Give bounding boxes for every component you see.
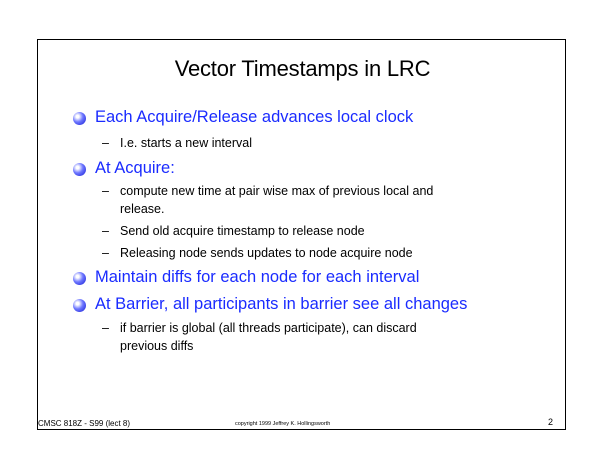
sub-item-continuation: previous diffs [120, 339, 194, 353]
dash-icon: – [102, 136, 109, 150]
sub-item: Releasing node sends updates to node acquire node [120, 246, 413, 260]
footer-course: CMSC 818Z - S99 (lect 8) [38, 419, 131, 428]
dash-icon: – [102, 224, 109, 238]
bullet-item-4: At Barrier, all participants in barrier see all changes [95, 295, 468, 313]
sub-item: I.e. starts a new interval [120, 136, 253, 150]
dash-icon: – [102, 184, 109, 198]
bullet-dot-icon [73, 272, 86, 285]
slide-title: Vector Timestamps in LRC [174, 56, 431, 81]
bullet-dot-icon [73, 112, 86, 125]
footer-copyright: copyright 1999 Jeffrey K. Hollingsworth [235, 421, 331, 427]
page-number: 2 [548, 417, 554, 427]
bullet-item-3: Maintain diffs for each node for each interval [95, 268, 420, 286]
bullet-dot-icon [73, 299, 86, 312]
bullet-item-2: At Acquire: [95, 159, 175, 177]
sub-item: Send old acquire timestamp to release node [120, 224, 365, 238]
bullet-item-1: Each Acquire/Release advances local clock [95, 108, 414, 126]
bullet-dot-icon [73, 163, 86, 176]
sub-item: compute new time at pair wise max of previous local and [120, 184, 434, 198]
sub-item: if barrier is global (all threads participate), can discard [120, 321, 417, 335]
sub-item-continuation: release. [120, 202, 165, 216]
dash-icon: – [102, 246, 109, 260]
dash-icon: – [102, 321, 109, 335]
